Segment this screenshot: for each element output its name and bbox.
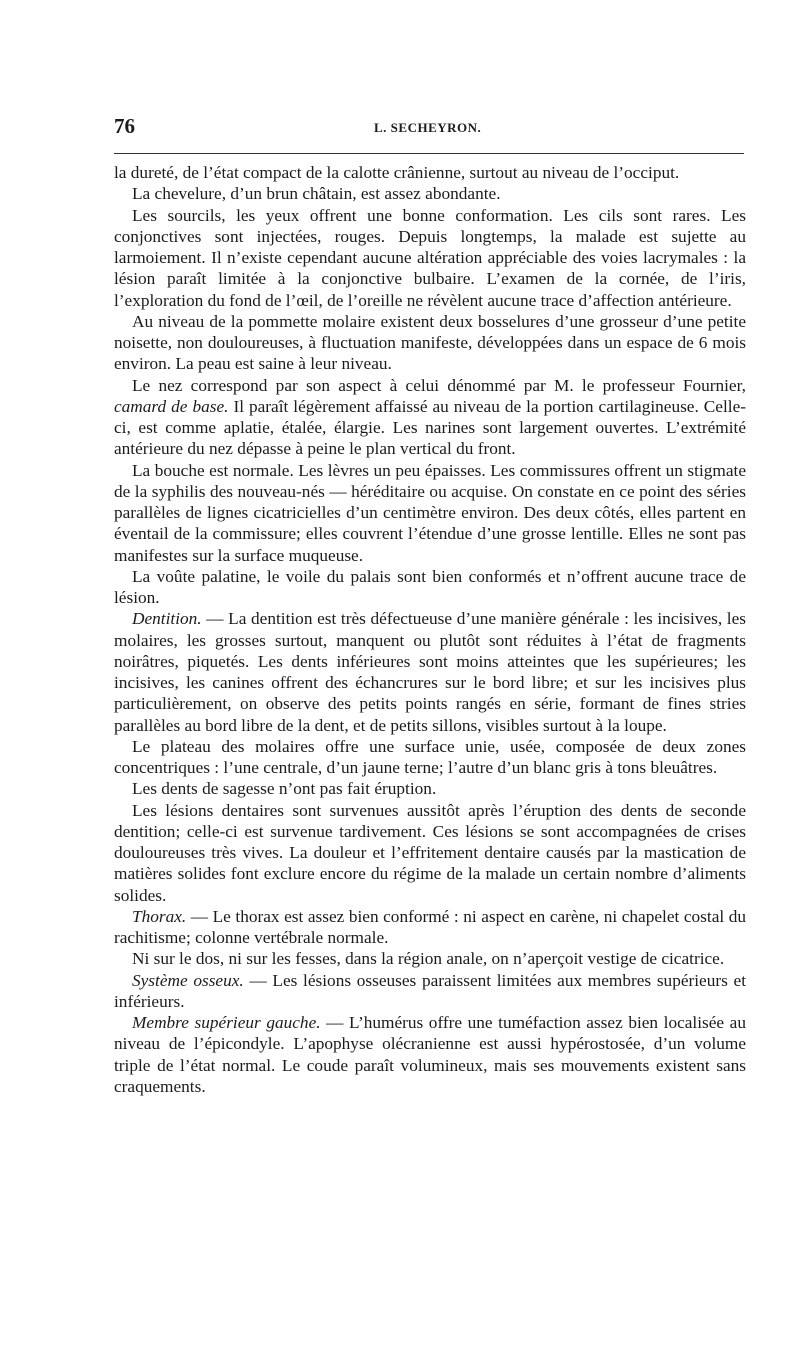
- paragraph: [114, 311, 746, 375]
- section-lead: Thorax.: [132, 906, 187, 926]
- body-text: [114, 162, 746, 1097]
- emphasis-text: camard de base.: [114, 396, 229, 416]
- paragraph: [114, 948, 746, 969]
- paragraph-text: Au niveau de la pommette molaire existent deux bosselures d’une grosseur d’une petite noisette, non douloureuses, à fluctuation manifeste, développées dans un espace de 6 mois environ. La peau est saine à leur niveau.: [114, 311, 746, 374]
- paragraph: [114, 800, 746, 906]
- paragraph-text: Il paraît légèrement affaissé au niveau de la portion cartilagineuse. Celle-ci, est comme aplatie, étalée, élargie. Les narines sont largement ouvertes. L’extrémité antérieure du nez dépasse à peine le plan vertical du front.: [114, 396, 747, 459]
- paragraph: [114, 566, 746, 609]
- paragraph-text: la dureté, de l’état compact de la calotte crânienne, surtout au niveau de l’occiput.: [114, 163, 680, 182]
- paragraph-text: — La dentition est très défectueuse d’une manière générale : les incisives, les molaires, les grosses surtout, manquent ou plutôt sont réduites à l’état de fragments noirâtres, piquetés. Les dents inférieures sont moins atteintes que les supérieures; les incisives, les canines offrent des échancrures sur le bord libre; et sur les incisives plus particulièrement, on observe des petits points rangés en série, formant de fines stries parallèles au bord libre de la dent, et de petits sillons, visibles surtout à la loupe.: [114, 609, 746, 735]
- paragraph: [114, 460, 746, 566]
- paragraph-text: Ni sur le dos, ni sur les fesses, dans la région anale, on n’aperçoit vestige de cicatrice.: [132, 949, 725, 969]
- paragraph-text: Les sourcils, les yeux offrent une bonne conformation. Les cils sont rares. Les conjonctives sont injectées, rouges. Depuis longtemps, la malade est sujette au larmoiement. Il n’existe cependant aucune altération appréciable des voies lacrymales : la lésion paraît limitée à la conjonctive bulbaire. L’examen de la cornée, de l’iris, l’exploration du fond de l’œil, de l’oreille ne révèlent aucune trace d’affection antérieure.: [114, 205, 746, 310]
- paragraph: [114, 736, 746, 779]
- paragraph: [114, 375, 746, 460]
- page-number: 76: [114, 114, 135, 138]
- paragraph: [114, 183, 746, 204]
- running-head: L. SECHEYRON.: [374, 120, 482, 135]
- paragraph-text: La chevelure, d’un brun châtain, est assez abondante.: [132, 184, 501, 204]
- paragraph-text: — Les lésions osseuses paraissent limitées aux membres supérieurs et inférieurs.: [114, 970, 747, 1011]
- paragraph-text: — Le thorax est assez bien conformé : ni aspect en carène, ni chapelet costal du rachitisme; colonne vertébrale normale.: [114, 906, 746, 947]
- paragraph-text: Les dents de sagesse n’ont pas fait éruption.: [132, 779, 437, 799]
- paragraph: [114, 778, 746, 799]
- section-lead: Dentition.: [132, 609, 202, 629]
- paragraph-text: La bouche est normale. Les lèvres un peu épaisses. Les commissures offrent un stigmate de la syphilis des nouveau-nés — héréditaire ou acquise. On constate en ce point des séries parallèles de lignes cicatricielles d’un centimètre environ. Des deux côtés, elles partent en éventail de la commissure; elles couvrent l’étendue d’une grosse lentille. Elles ne sont pas manifestes sur la surface muqueuse.: [114, 460, 746, 565]
- paragraph-text: Les lésions dentaires sont survenues aussitôt après l’éruption des dents de seconde dentition; celle-ci est survenue tardivement. Ces lésions se sont accompagnées de crises douloureuses très vives. La douleur et l’effritement dentaire causés par la mastication de matières solides font exclure encore du régime de la malade un certain nombre d’aliments solides.: [114, 800, 746, 905]
- paragraph: [114, 970, 746, 1013]
- paragraph: [114, 608, 746, 736]
- header-rule: [114, 153, 744, 154]
- page-header: [114, 114, 744, 144]
- section-lead: Membre supérieur gauche.: [132, 1013, 321, 1032]
- section-lead: Système osseux.: [132, 970, 244, 990]
- paragraph: [114, 162, 746, 183]
- paragraph: [114, 1012, 746, 1097]
- paragraph: [114, 205, 746, 311]
- paragraph: [114, 906, 746, 949]
- paragraph-text: Le plateau des molaires offre une surface unie, usée, composée de deux zones concentriques : l’une centrale, d’un jaune terne; l’autre d’un blanc gris à tons bleuâtres.: [114, 736, 746, 777]
- paragraph-text: — L’humérus offre une tuméfaction assez bien localisée au niveau de l’épicondyle. L’apophyse olécranienne est aussi hypérostosée, d’un volume triple de l’état normal. Le coude paraît volumineux, mais ses mouvements existent sans craquements.: [114, 1013, 746, 1096]
- paragraph-text: Le nez correspond par son aspect à celui dénommé par M. le professeur Fournier,: [132, 375, 746, 395]
- paragraph-text: La voûte palatine, le voile du palais sont bien conformés et n’offrent aucune trace de lésion.: [114, 566, 746, 607]
